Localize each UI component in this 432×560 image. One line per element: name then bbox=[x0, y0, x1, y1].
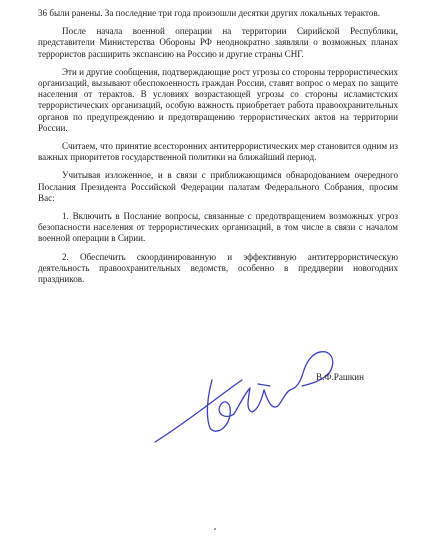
paragraph-2: После начала военной операции на территории Сирийской Республики, представители Министерства Обороны РФ неоднократно заявляли о возможных планах террористов расширить экспансию на Россию и другие страны СНГ. bbox=[38, 26, 398, 59]
paragraph-request-2: 2. Обеспечить скоординированную и эффективную антитеррористическую деятельность правоохранительных ведомств, особенно в преддверии новогодних праздников. bbox=[38, 251, 398, 285]
letter-body bbox=[38, 8, 398, 292]
paragraph-3: Эти и другие сообщения, подтверждающие рост угрозы со стороны террористических организаций, вызывают обеспокоенность граждан России, ставят вопрос о мерах по защите населения от терактов. В условиях возрастающей угрозы со стороны исламистских террористических организаций, особую важность приобретает работа правоохранительных органов по предупреждению и предотвращению террористических актов на территории России. bbox=[38, 66, 398, 133]
paragraph-1: 36 были ранены. За последние три года произошли десятки других локальных терактов. bbox=[38, 8, 381, 18]
signatory-name: В.Ф.Рашкин bbox=[316, 372, 365, 382]
paragraph-request-1: 1. Включить в Послание вопросы, связанные с предотвращением возможных угроз безопасности населения от террористических организаций, в том числе в связи с началом военной операции в Сирии. bbox=[38, 211, 398, 244]
handwritten-signature bbox=[150, 340, 350, 450]
page-mark bbox=[214, 528, 216, 530]
paragraph-5: Учитывая изложенное, и в связи с приближающимся обнародованием очередного Послания Президента Российской Федерации палатам Федерального Собрания, просим Вас: bbox=[38, 170, 398, 203]
paragraph-4: Считаем, что принятие всесторонних антитеррористических мер становится одним из важных приоритетов государственной политики на ближайший период. bbox=[38, 141, 398, 163]
